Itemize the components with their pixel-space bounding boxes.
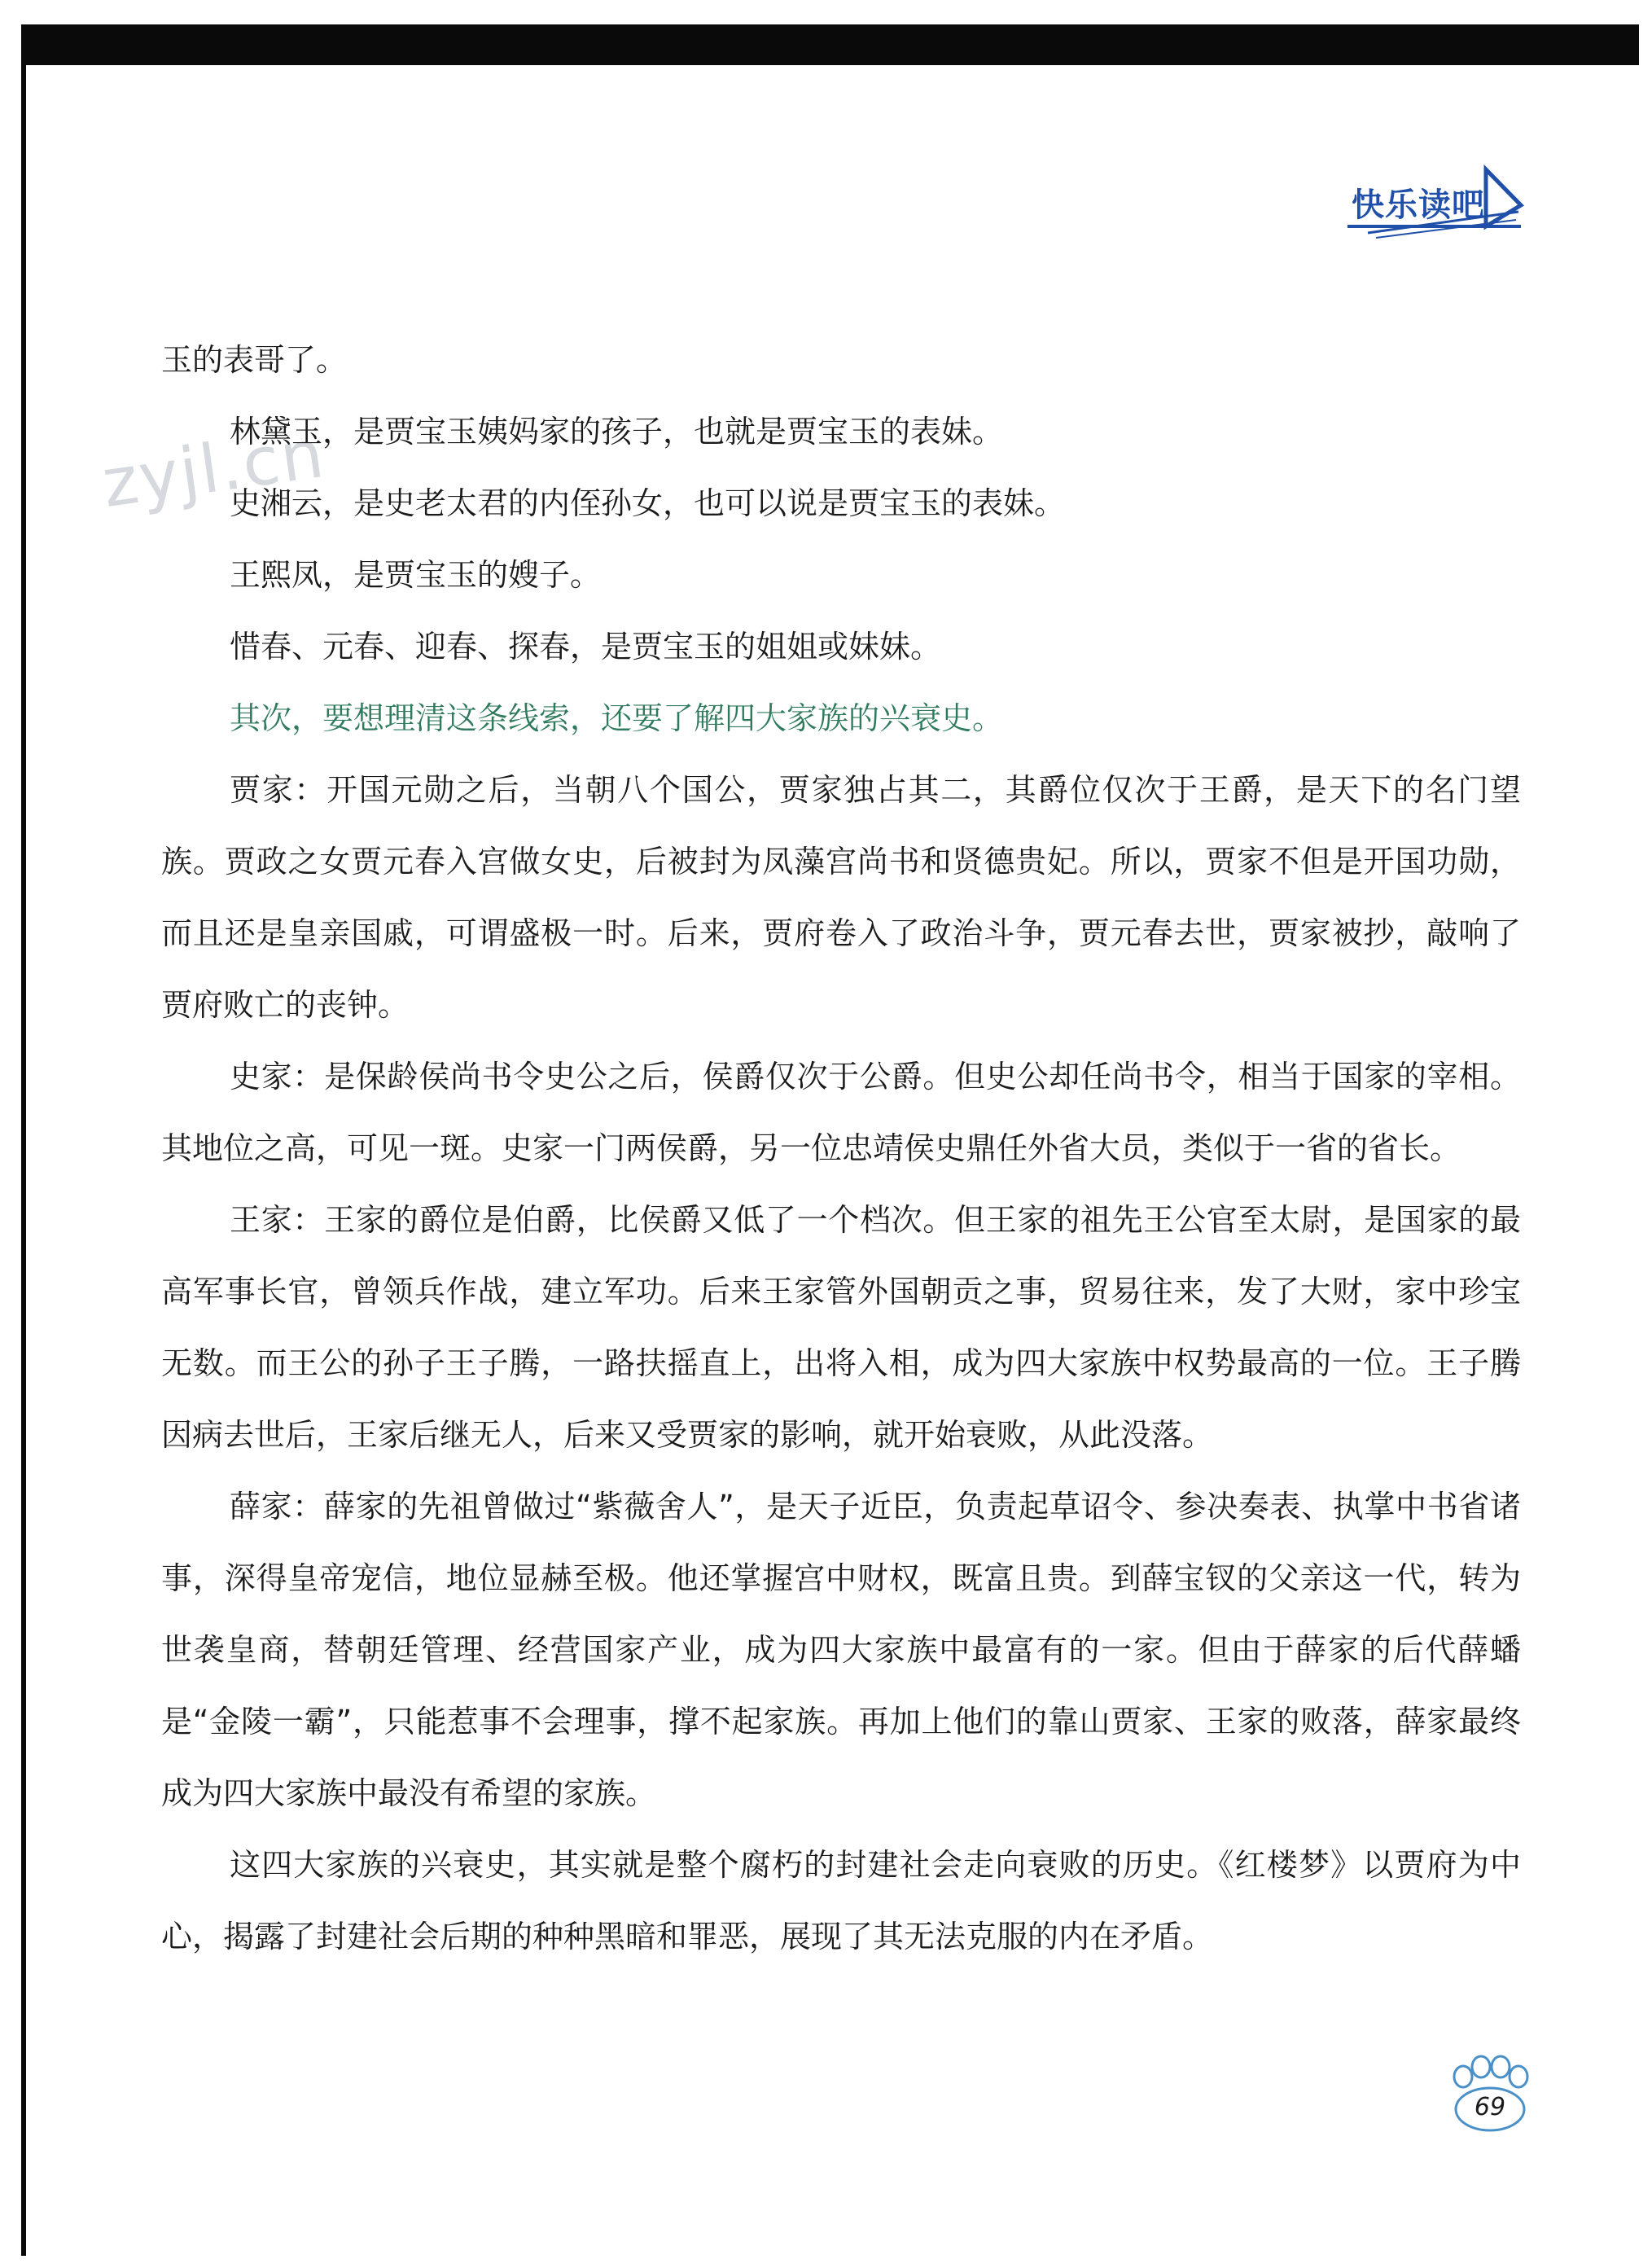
scan-border-top [23,24,1639,65]
scan-border-left [21,24,26,2256]
paragraph-xue-family: 薛家：薛家的先祖曾做过“紫薇舍人”，是天子近臣，负责起草诏令、参决奏表、执掌中书省诸事，深得皇帝宠信，地位显赫至极。他还掌握宫中财权，既富且贵。到薛宝钗的父亲这一代，转为世袭皇商，替朝廷管理、经营国家产业，成为四大家族中最富有的一家。但由于薛家的后代薛蟠是“金陵一霸”，只能惹事不会理事，撑不起家族。再加上他们的靠山贾家、王家的败落，薛家最终成为四大家族中最没有希望的家族。 [161,1489,1521,1811]
paragraph-lin-daiyu: 林黛玉，是贾宝玉姨妈家的孩子，也就是贾宝玉的表妹。 [230,414,1004,450]
section-title: 快乐读吧 [1352,186,1485,224]
section-header-logo [1343,163,1531,244]
paragraph-shi-xiangyun: 史湘云，是史老太君的内侄孙女，也可以说是贾宝玉的表妹。 [230,485,1066,521]
paragraph-highlight-four-families: 其次，要想理清这条线索，还要了解四大家族的兴衰史。 [230,700,1004,736]
page-body [161,324,1521,1972]
paragraph-continuation: 玉的表哥了。 [161,342,348,378]
page-number-badge [1445,2054,1535,2132]
paragraph-jia-family: 贾家：开国元勋之后，当朝八个国公，贾家独占其二，其爵位仅次于王爵，是天下的名门望族。贾政之女贾元春入宫做女史，后被封为凤藻宫尚书和贤德贵妃。所以，贾家不但是开国功勋，而且还是皇亲国戚，可谓盛极一时。后来，贾府卷入了政治斗争，贾元春去世，贾家被抄，敲响了贾府败亡的丧钟。 [161,772,1521,1023]
watermark: zyjl.cn [98,415,330,524]
page-number: 69 [1474,2093,1506,2121]
paragraph-conclusion: 这四大家族的兴衰史，其实就是整个腐朽的封建社会走向衰败的历史。《红楼梦》以贾府为中心，揭露了封建社会后期的种种黑暗和罪恶，展现了其无法克服的内在矛盾。 [161,1847,1521,1954]
paragraph-four-springs: 惜春、元春、迎春、探春，是贾宝玉的姐姐或妹妹。 [230,629,942,665]
paragraph-wang-family: 王家：王家的爵位是伯爵，比侯爵又低了一个档次。但王家的祖先王公官至太尉，是国家的最高军事长官，曾领兵作战，建立军功。后来王家管外国朝贡之事，贸易往来，发了大财，家中珍宝无数。而王公的孙子王子腾，一路扶摇直上，出将入相，成为四大家族中权势最高的一位。王子腾因病去世后，王家后继无人，后来又受贾家的影响，就开始衰败，从此没落。 [161,1202,1521,1453]
paragraph-shi-family: 史家：是保龄侯尚书令史公之后，侯爵仅次于公爵。但史公却任尚书令，相当于国家的宰相。其地位之高，可见一斑。史家一门两侯爵，另一位忠靖侯史鼎任外省大员，类似于一省的省长。 [161,1059,1521,1166]
paragraph-wang-xifeng: 王熙凤，是贾宝玉的嫂子。 [230,557,602,593]
